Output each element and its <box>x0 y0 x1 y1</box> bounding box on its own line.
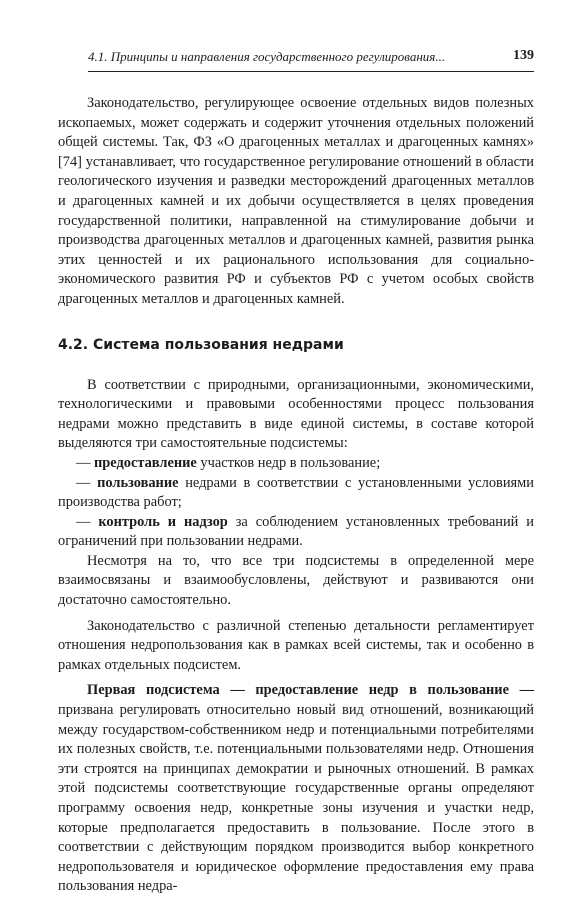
list-dash: — <box>76 513 99 530</box>
paragraph-2: В соответствии с природными, организационными, экономическими, технологическими и правовыми особенностями процесс пользования недрами можно представить в виде единой системы, в составе которой выделяются три самостоятельные подсистемы: <box>58 376 534 452</box>
list-item-1 <box>58 454 534 474</box>
paragraph-1: Законодательство, регулирующее освоение отдельных видов полезных ископаемых, может содержать и содержит уточнения отдельных положений общей системы. Так, ФЗ «О драгоценных металлах и драгоценных камнях» [74] устанавливает, что государственное регулирование отношений в области геологического изучения и разведки месторождений драгоценных металлов и драгоценных камней и их добычи осуществляется в целях проведения государственной политики, направленной на стимулирование добычи и производства драгоценных металлов и драгоценных камней, развития рынка этих ценностей и их рационального использования для социально-экономического развития РФ и субъектов РФ с учетом особых свойств драгоценных металлов и драгоценных камней. <box>58 95 534 307</box>
running-title: 4.1. Принципы и направления государственного регулирования... <box>88 49 446 64</box>
list-term: предоставление <box>94 454 197 471</box>
list-item-2 <box>58 474 534 513</box>
paragraph-3: Несмотря на то, что все три подсистемы в определенной мере взаимосвязаны и взаимообусловлены, действуют и развиваются они достаточно самостоятельно. <box>58 552 534 609</box>
list-term: контроль и надзор <box>98 513 228 530</box>
paragraph-5-lead: Первая подсистема — предоставление недр в пользование — <box>87 682 534 699</box>
list-term: пользование <box>97 474 179 491</box>
paragraph-5-text: призвана регулировать относительно новый вид отношений, возникающий между государством-собственником недр и потенциальными потребителями их полезных свойств, т.е. потенциальными пользователями недр. Отношения эти строятся на принципах демократии и рыночных отношений. В рамках этой подсистемы соответствующие государственные органы определяют программу освоения недр, конкретные зоны изучения и участки недр, которые предполагается предоставить в пользование. После этого в соответствии с действующим порядком производится выбор конкретного недропользователя и юридическое оформление предоставления ему права пользования недра- <box>58 702 534 895</box>
list-text: за соблюдением установленных требований и ограничений при пользовании недрами. <box>58 513 534 550</box>
list-item-3 <box>58 513 534 552</box>
list-dash: — <box>76 474 98 491</box>
running-head <box>88 49 534 65</box>
list-text: участков недр в пользование; <box>196 454 381 471</box>
page-number: 139 <box>513 48 534 63</box>
list-text: недрами в соответствии с установленными условиями производства работ; <box>58 474 534 511</box>
paragraph-4: Законодательство с различной степенью детальности регламентирует отношения недропользования как в рамках всей системы, так и особенно в рамках отдельных подсистем. <box>58 617 534 673</box>
body-text <box>58 94 534 897</box>
paragraph-5 <box>58 681 534 897</box>
header-rule <box>88 71 534 72</box>
list-dash: — <box>76 454 94 471</box>
section-heading: 4.2. Система пользования недрами <box>58 336 344 353</box>
